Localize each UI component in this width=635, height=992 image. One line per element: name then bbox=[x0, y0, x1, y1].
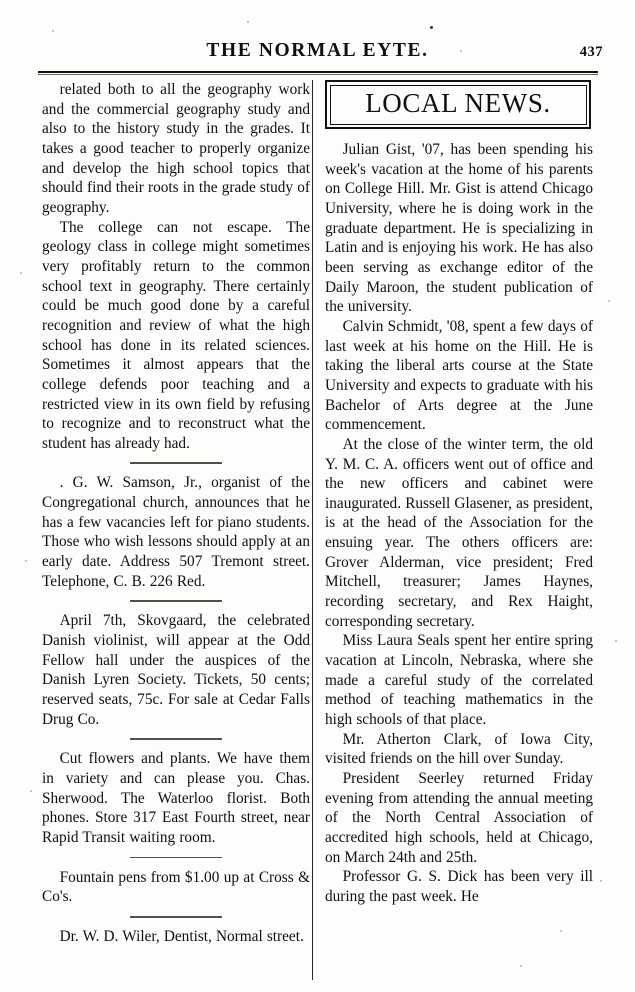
news-item: At the close of the winter term, the old Y. M. C. A. officers went out of office and the new officers and cabinet were inaugurated. Russell Glasener, as president, is at the head of the Association for the ensuing year. The others officers are: Grover Alderman, vice president; Fred Mitchell, treasurer; James Haynes, recording secretary, and Rex Haight, corresponding secretary. bbox=[325, 435, 593, 630]
running-head-row bbox=[0, 40, 635, 70]
scan-speck bbox=[615, 640, 617, 642]
news-item: Professor G. S. Dick has been very ill during the past week. He bbox=[325, 868, 593, 905]
scan-speck bbox=[608, 300, 610, 302]
news-item: Calvin Schmidt, '08, spent a few days of last week at his home on the Hill. He is taking the liberal arts course at the State University and expects to graduate with his Bachelor of Arts degree at the June commencement. bbox=[325, 317, 593, 434]
news-item: President Seerley returned Friday evening from attending the annual meeting of the North Central Association of accredited high schools, held at Chicago, on March 24th and 25th. bbox=[325, 770, 593, 866]
notice-paragraph: Cut flowers and plants. We have them in variety and can please you. Chas. Sherwood. The Waterloo florist. Both phones. Store 317 East Fourth street, near Rapid Transit waiting room. bbox=[42, 750, 310, 846]
page-title: THE NORMAL EYTE. bbox=[206, 40, 429, 61]
notice-paragraph: April 7th, Skovgaard, the celebrated Danish violinist, will appear at the Odd Fellow hall under the auspices of the Danish Lyren Society. Tickets, 50 cents; reserved seats, 75c. For sale at Cedar Falls Drug Co. bbox=[42, 612, 310, 728]
item-divider-rule bbox=[42, 907, 310, 927]
item-divider-rule bbox=[42, 729, 310, 749]
scan-speck bbox=[25, 560, 27, 562]
notice-paragraph: . G. W. Samson, Jr., organist of the Congregational church, announces that he has a few vacancies left for piano students. Those who wish lessons should apply at an early date. Address 507 Tremont street. Telephone, C. B. 226 Red. bbox=[42, 474, 310, 590]
news-item: Miss Laura Seals spent her entire spring vacation at Lincoln, Nebraska, where she made a careful study of the correlated method of teaching mathematics in the high schools of that place. bbox=[325, 632, 593, 729]
item-divider-rule bbox=[42, 453, 310, 473]
scan-speck bbox=[520, 965, 522, 967]
local-news-heading-box bbox=[325, 80, 591, 129]
right-column bbox=[325, 80, 593, 907]
scan-speck bbox=[20, 272, 22, 274]
scan-speck bbox=[600, 880, 602, 882]
scan-speck bbox=[430, 26, 433, 29]
article-paragraph: The college can not escape. The geology class in college might sometimes very profitably return to the common school text in geography. There certainly could be much good done by a careful recognition and review of what the high school has done in its related sciences. Sometimes it almost appears that the college defends poor teaching and a restricted view in its own field by refusing to recognize and to reconstruct what the student has already had. bbox=[42, 218, 310, 452]
article-paragraph: related both to all the geography work and the commercial geography study and also to the history study in the grades. It takes a good teacher to properly organize and develop the high school topics that should find their roots in the grade study of geography. bbox=[42, 81, 310, 216]
scan-speck bbox=[560, 930, 562, 932]
page-number: 437 bbox=[579, 44, 603, 60]
notice-paragraph: Dr. W. D. Wiler, Dentist, Normal street. bbox=[59, 927, 304, 945]
item-divider-rule bbox=[42, 591, 310, 611]
header-divider-rule bbox=[38, 71, 598, 75]
column-divider-rule bbox=[312, 80, 313, 980]
scan-speck bbox=[52, 30, 54, 32]
left-column bbox=[42, 80, 310, 947]
section-heading: LOCAL NEWS. bbox=[365, 87, 551, 118]
scan-speck bbox=[30, 790, 32, 792]
news-item: Mr. Atherton Clark, of Iowa City, visited friends on the hill over Sunday. bbox=[325, 730, 593, 768]
scan-speck bbox=[247, 21, 249, 23]
item-divider-rule bbox=[42, 848, 310, 868]
news-item: Julian Gist, '07, has been spending his week's vacation at the home of his parents on College Hill. Mr. Gist is attend Chicago University, where he is doing work in the graduate department. He is specializing in Latin and is enjoying his work. He has also been serving as exchange editor of the Daily Maroon, the student publication of the university. bbox=[325, 141, 593, 316]
notice-paragraph: Fountain pens from $1.00 up at Cross & Co's. bbox=[42, 868, 310, 906]
